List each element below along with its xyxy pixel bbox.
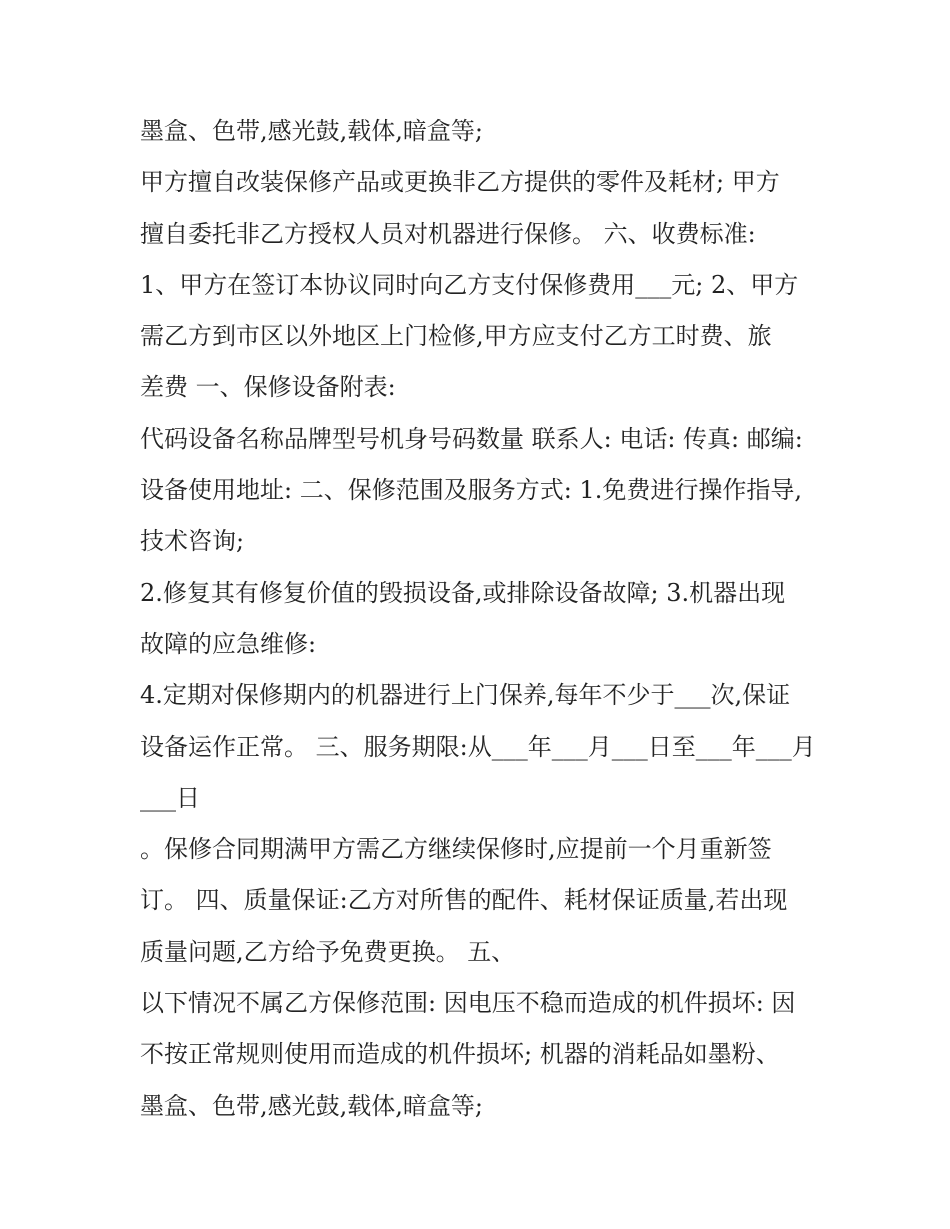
text-line-1: 墨盒、色带,感光鼓,载体,暗盒等; [140, 117, 483, 145]
text-line-8: 设备使用地址: 二、保修范围及服务方式: 1.免费进行操作指导, [140, 476, 802, 505]
text-line-5: 需乙方到市区以外地区上门检修,甲方应支付乙方工时费、旅 [140, 322, 772, 351]
text-line-7: 代码设备名称品牌型号机身号码数量 联系人: 电话: 传真: 邮编: [140, 424, 803, 453]
contract-text [140, 106, 820, 1132]
text-line-15: 。保修合同期满甲方需乙方继续保修时,应提前一个月重新签 [140, 835, 772, 864]
text-line-13: 设备运作正常。 三、服务期限:从___年___月___日至___年___月 [140, 732, 816, 761]
text-line-20: 墨盒、色带,感光鼓,载体,暗盒等; [140, 1091, 483, 1120]
text-line-11: 故障的应急维修: [140, 629, 317, 658]
text-line-14: ___日 [140, 783, 200, 812]
text-line-3: 擅自委托非乙方授权人员对机器进行保修。 六、收费标准: [140, 219, 756, 248]
text-line-6: 差费 一、保修设备附表: [140, 373, 396, 402]
text-line-12: 4.定期对保修期内的机器进行上门保养,每年不少于___次,保证 [140, 681, 791, 710]
text-line-16: 订。 四、质量保证:乙方对所售的配件、耗材保证质量,若出现 [140, 886, 788, 915]
text-line-2: 甲方擅自改装保修产品或更换非乙方提供的零件及耗材; 甲方 [140, 168, 780, 197]
text-line-19: 不按正常规则使用而造成的机件损坏; 机器的消耗品如墨粉、 [140, 1040, 780, 1069]
text-line-18: 以下情况不属乙方保修范围: 因电压不稳而造成的机件损坏: 因 [140, 989, 796, 1018]
text-line-10: 2.修复其有修复价值的毁损设备,或排除设备故障; 3.机器出现 [140, 578, 786, 607]
text-line-17: 质量问题,乙方给予免费更换。 五、 [140, 937, 516, 966]
text-line-4: 1、甲方在签订本协议同时向乙方支付保修费用___元; 2、甲方 [140, 270, 799, 299]
text-line-9: 技术咨询; [140, 527, 245, 556]
